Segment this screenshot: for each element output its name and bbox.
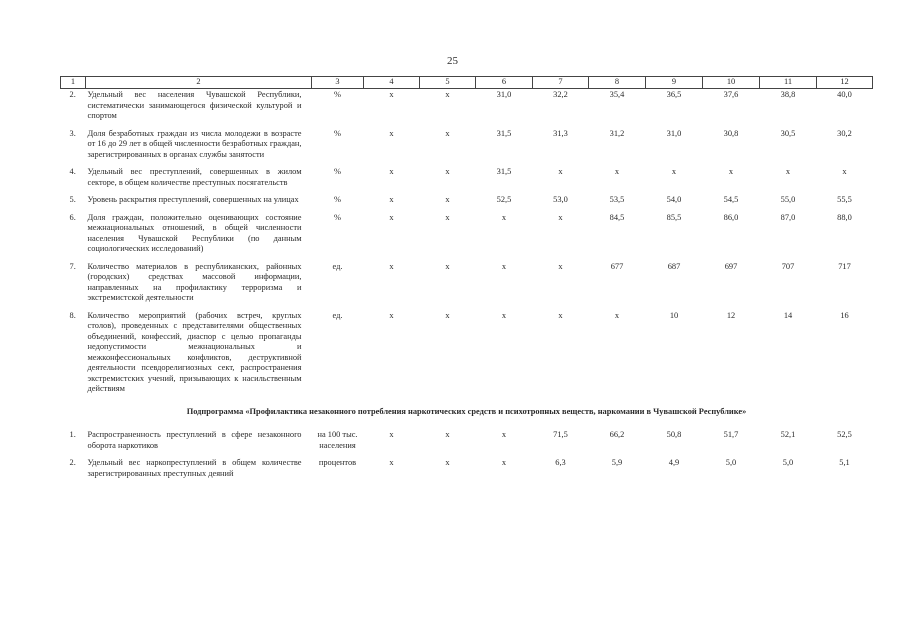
value-cell: 31,3 [553,128,568,138]
row-number: 5. [69,195,76,204]
unit-cell: % [334,90,341,99]
row-number: 2. [69,90,76,99]
table-row [61,128,873,167]
value-cell: x [445,458,450,467]
value-cell: x [785,167,791,176]
value-cell: x [728,167,734,176]
value-cell: 14 [783,310,793,320]
value-cell: 55,5 [837,195,852,204]
row-number: 8. [69,310,76,320]
indicator-name: Доля безработных граждан из числа молодежи в возрасте от 16 до 29 лет в общей численности безработных граждан, зарегистрированных в органах службы занятости [87,128,302,159]
value-cell: x [614,310,620,320]
value-cell: 53,5 [609,195,625,204]
value-cell: 55,0 [780,195,796,204]
indicator-name: Удельный вес населения Чувашской Республики, систематически занимающегося физической культурой и спортом [87,90,302,120]
row-number: 1. [69,430,76,439]
value-cell: x [445,167,450,176]
indicators-table [60,76,873,485]
value-cell: 697 [724,261,738,271]
indicator-name: Удельный вес наркопреступлений в общем количестве зарегистрированных преступных деяний [87,458,302,478]
value-cell: x [445,430,450,439]
column-header: 11 [760,77,817,89]
value-cell: 88,0 [837,212,852,222]
unit-cell: ед. [332,261,343,271]
row-number: 3. [69,128,76,138]
value-cell: 35,4 [609,90,625,99]
value-cell: x [558,310,563,320]
value-cell: 6,3 [555,458,566,467]
value-cell: 87,0 [780,212,796,222]
value-cell: 36,5 [666,90,682,99]
value-cell: 31,5 [496,167,512,176]
value-cell: x [445,128,450,138]
unit-cell: ед. [332,310,343,320]
table-row [61,310,873,401]
column-header: 9 [646,77,703,89]
value-cell: 52,1 [780,430,796,439]
subprogram-title: Подпрограмма «Профилактика незаконного потребления наркотических средств и психотропных веществ, наркомании в Чувашской Республике» [186,406,747,416]
unit-cell: % [334,212,341,222]
indicator-name: Количество мероприятий (рабочих встреч, круглых столов), проведенных с представителями общественных объединений, конфессий, диаспор с целью пропаганды недопустимости межнациональных и межконфессиональных конфликтов, деструктивной деятельности псевдорелигиозных сект, распространения экстремистских учений, призывающих к насильственным действиям [87,310,302,393]
value-cell: x [389,90,394,99]
value-cell: x [445,261,450,271]
table-row [61,261,873,310]
value-cell: x [671,167,677,176]
unit-cell: % [334,128,341,138]
value-cell: 31,2 [609,128,625,138]
value-cell: 31,5 [496,128,512,138]
value-cell: 5,0 [782,458,794,467]
unit-cell: % [334,167,341,176]
value-cell: 16 [840,310,849,320]
value-cell: 31,0 [666,128,682,138]
value-cell: x [389,212,394,222]
page-number: 25 [447,55,458,67]
value-cell: 40,0 [837,90,852,99]
indicator-name: Удельный вес преступлений, совершенных в жилом секторе, в общем количестве преступных посягательств [87,167,302,187]
value-cell: 50,8 [666,430,682,439]
value-cell: x [501,430,507,439]
column-header: 2 [86,77,312,89]
column-header: 8 [589,77,646,89]
table-row [61,212,873,261]
row-number: 6. [69,212,76,222]
table-row [61,166,873,194]
value-cell: 5,9 [611,458,623,467]
value-cell: 707 [781,261,795,271]
row-number: 2. [69,458,76,467]
column-header: 4 [364,77,420,89]
value-cell: x [389,261,394,271]
value-cell: 84,5 [609,212,625,222]
value-cell: 31,0 [496,90,512,99]
column-header: 5 [420,77,476,89]
value-cell: x [389,458,394,467]
row-number: 4. [69,167,76,176]
value-cell: 10 [669,310,679,320]
value-cell: 717 [838,261,851,271]
value-cell: 12 [726,310,736,320]
value-cell: x [501,310,507,320]
value-cell: 54,0 [666,195,682,204]
value-cell: x [501,261,507,271]
value-cell: 4,9 [668,458,680,467]
value-cell: x [558,212,563,222]
value-cell: 30,2 [837,128,852,138]
value-cell: x [558,167,563,176]
value-cell: x [501,212,507,222]
column-header: 3 [312,77,364,89]
column-number-header-row [61,77,873,89]
value-cell: 71,5 [553,430,568,439]
column-header: 12 [817,77,873,89]
value-cell: x [558,261,563,271]
table-row [61,429,873,457]
value-cell: x [445,90,450,99]
indicator-name: Распространенность преступлений в сфере незаконного оборота наркотиков [87,430,302,450]
unit-cell: % [334,195,341,204]
value-cell: x [389,167,394,176]
value-cell: 30,5 [780,128,796,138]
value-cell: 37,6 [723,90,739,99]
value-cell: x [445,195,450,204]
value-cell: 32,2 [553,90,568,99]
value-cell: x [389,195,394,204]
indicator-name: Количество материалов в республиканских, районных (городских) средствах массовой информации, направленных на профилактику терроризма и экстремистской деятельности [87,261,302,302]
value-cell: 5,0 [725,458,737,467]
value-cell: 85,5 [666,212,682,222]
column-header: 1 [61,77,86,89]
column-header: 10 [703,77,760,89]
value-cell: x [501,458,507,467]
indicator-name: Уровень раскрытия преступлений, совершенных на улицах [87,195,299,204]
value-cell: 38,8 [780,90,796,99]
table-row [61,194,873,212]
value-cell: 51,7 [723,430,739,439]
value-cell: x [389,128,394,138]
table-row [61,457,873,485]
table-row [61,89,873,128]
value-cell: x [445,212,450,222]
column-header: 7 [533,77,589,89]
value-cell: x [389,430,394,439]
value-cell: 54,5 [723,195,739,204]
subprogram-heading-row [61,401,873,430]
value-cell: 5,1 [839,458,850,467]
value-cell: 53,0 [553,195,568,204]
value-cell: 30,8 [723,128,739,138]
value-cell: 52,5 [496,195,512,204]
value-cell: 52,5 [837,430,852,439]
value-cell: x [389,310,394,320]
value-cell: x [842,167,847,176]
value-cell: 86,0 [723,212,739,222]
unit-cell: на 100 тыс. населения [317,430,358,450]
value-cell: 687 [667,261,681,271]
value-cell: 66,2 [609,430,625,439]
value-cell: x [614,167,620,176]
indicator-name: Доля граждан, положительно оценивающих состояние межнациональных отношений, в общей численности населения Чувашской Республики (по данным социологических исследований) [87,212,302,253]
unit-cell: процентов [318,458,357,467]
value-cell: 677 [610,261,624,271]
row-number: 7. [69,261,76,271]
column-header: 6 [476,77,533,89]
value-cell: x [445,310,450,320]
